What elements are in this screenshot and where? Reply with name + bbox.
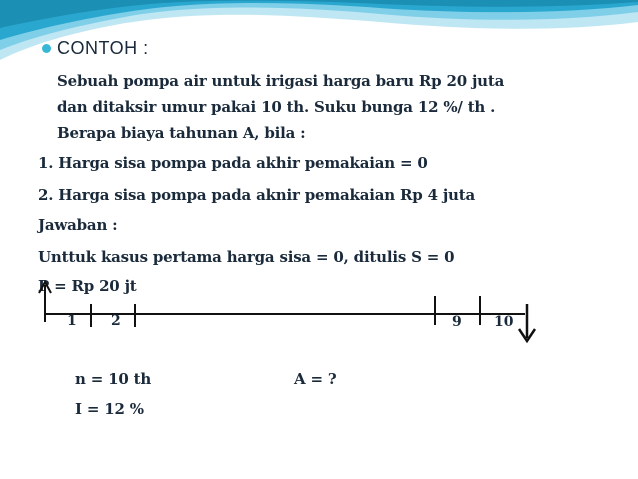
case-one-statement: Unttuk kasus pertama harga sisa = 0, ditulis S = 0	[38, 248, 455, 266]
timeline-label-2: 2	[111, 313, 121, 329]
present-value-arrow	[39, 282, 51, 322]
slide-heading: CONTOH :	[57, 38, 149, 58]
timeline-label-1: 1	[67, 313, 77, 329]
a-label: A = ?	[294, 370, 337, 388]
answer-label: Jawaban :	[38, 216, 118, 234]
i-label: I = 12 %	[75, 400, 144, 418]
n-label: n = 10 th	[75, 370, 152, 388]
case-1: 1. Harga sisa pompa pada akhir pemakaian = 0	[38, 154, 428, 172]
annual-payment-arrow	[519, 304, 535, 341]
timeline-label-10: 10	[494, 314, 514, 330]
timeline-label-9: 9	[452, 314, 462, 330]
problem-line-3: Berapa biaya tahunan A, bila :	[57, 124, 306, 142]
problem-line-1: Sebuah pompa air untuk irigasi harga baru Rp 20 juta	[57, 72, 505, 90]
problem-line-2: dan ditaksir umur pakai 10 th. Suku bunga 12 %/ th .	[57, 98, 496, 116]
present-value-label: P = Rp 20 jt	[38, 277, 137, 295]
case-2: 2. Harga sisa pompa pada aknir pemakaian Rp 4 juta	[38, 186, 476, 204]
